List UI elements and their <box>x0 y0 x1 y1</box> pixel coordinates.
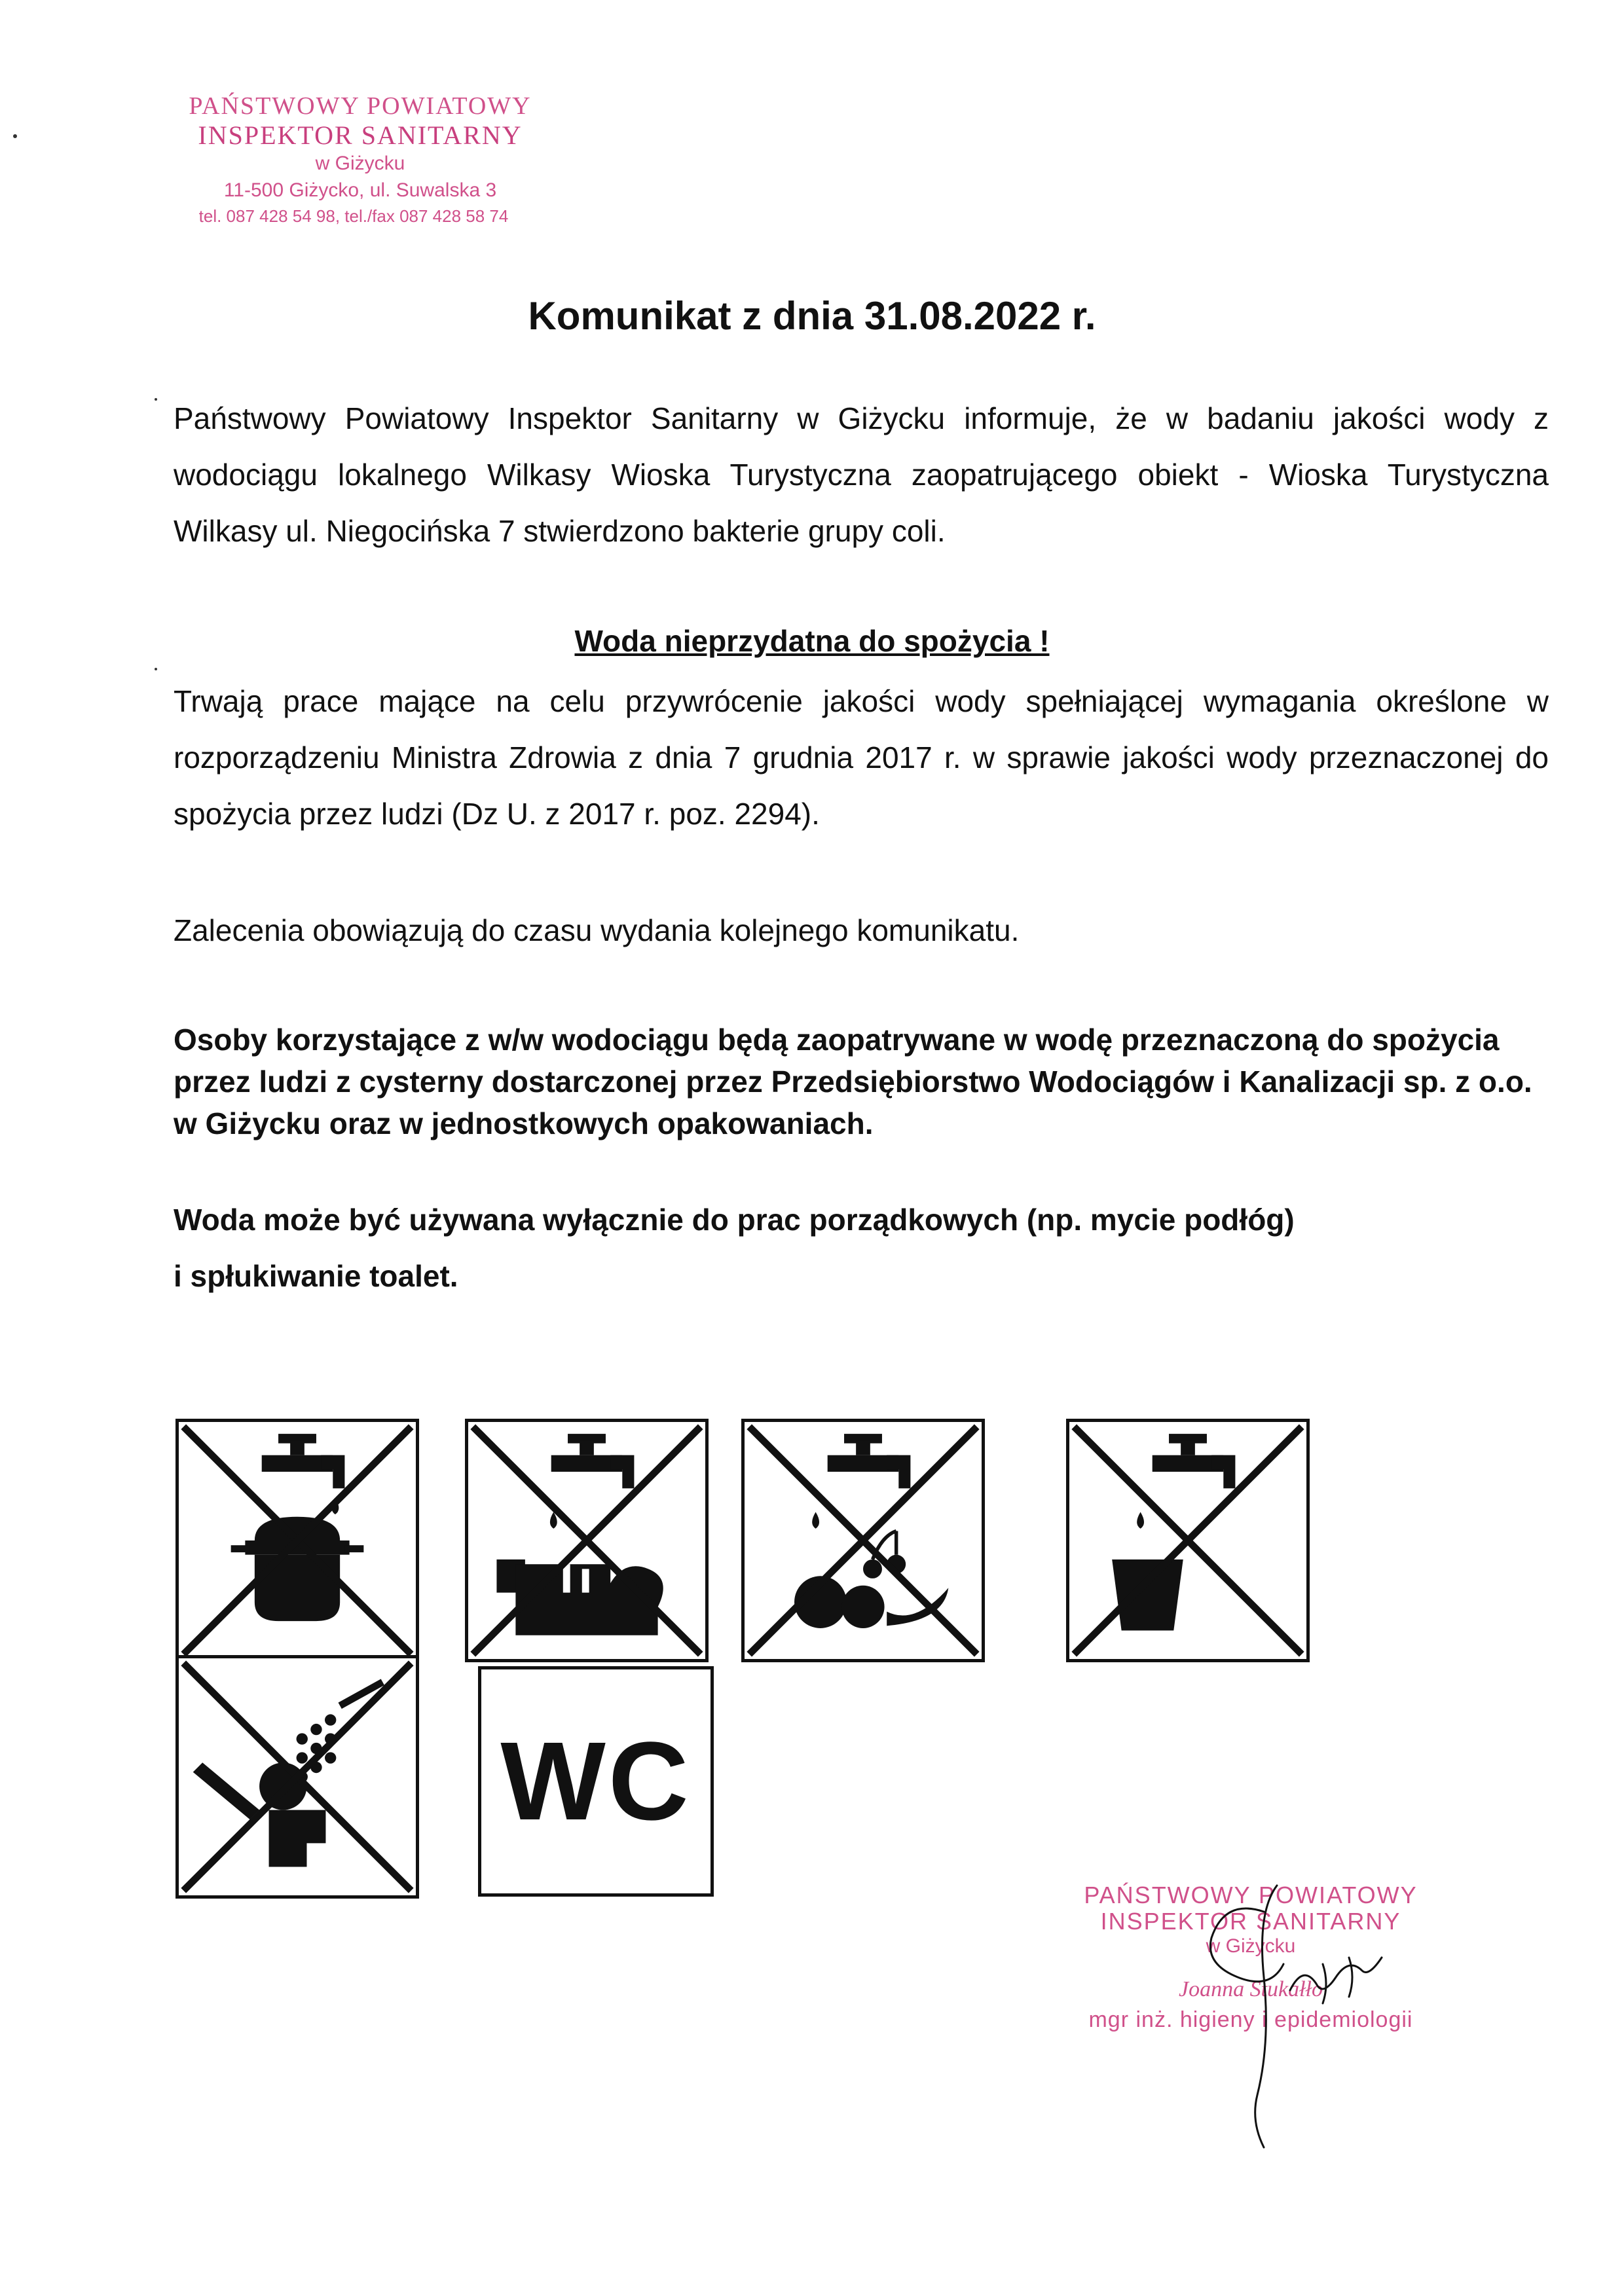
stamp-line-1: PAŃSTWOWY POWIATOWY <box>189 92 532 120</box>
header-stamp <box>157 92 563 228</box>
footer-stamp-line-3: w Giżycku <box>1206 1935 1296 1957</box>
warning-heading: Woda nieprzydatna do spożycia ! <box>574 624 1050 658</box>
no-bathing-icon <box>175 1655 419 1899</box>
wc-icon <box>478 1666 714 1897</box>
scan-speck <box>155 668 157 670</box>
no-washing-dishes-icon <box>465 1419 709 1662</box>
allowed-use-line-1: Woda może być używana wyłącznie do prac porządkowych (np. mycie podłóg) <box>174 1203 1295 1237</box>
stamp-line-4: 11-500 Giżycko, ul. Suwalska 3 <box>223 179 497 201</box>
footer-stamp-line-2: INSPEKTOR SANITARNY <box>1100 1908 1401 1935</box>
wc-label: WC <box>500 1719 692 1844</box>
paragraph-findings: Państwowy Powiatowy Inspektor Sanitarny w Giżycku informuje, że w badaniu jakości wody z wodociągu lokalnego Wilkasy Wioska Turystyczna zaopatrującego obiekt - Wioska Turystyczna Wilkasy ul. Niegocińska 7 stwierdzono bakterie grupy coli. <box>174 401 1549 548</box>
paragraph-supply: Osoby korzystające z w/w wodociągu będą zaopatrywane w wodę przeznaczoną do spożycia przez ludzi z cysterny dostarczonej przez Przedsiębiorstwo Wodociągów i Kanalizacji sp. z o.o. w Giżycku oraz w jednostkowych opakowaniach. <box>174 1023 1532 1140</box>
stamp-line-5: tel. 087 428 54 98, tel./fax 087 428 58 74 <box>198 206 509 226</box>
no-cooking-icon <box>175 1419 419 1662</box>
footer-stamp-line-4: Joanna Stukałło <box>1178 1977 1323 2001</box>
paragraph-works: Trwają prace mające na celu przywrócenie jakości wody spełniającej wymagania określone w rozporządzeniu Ministra Zdrowia z dnia 7 grudnia 2017 r. w sprawie jakości wody przeznaczonej do spożycia przez ludzi (Dz U. z 2017 r. poz. 2294). <box>174 684 1549 831</box>
footer-stamp-line-5: mgr inż. higieny i epidemiologii <box>1088 2007 1413 2032</box>
paragraph-validity: Zalecenia obowiązują do czasu wydania kolejnego komunikatu. <box>174 913 1020 947</box>
signature <box>1126 1872 1428 2160</box>
no-washing-produce-icon <box>741 1419 985 1662</box>
stamp-line-3: w Giżycku <box>315 153 405 174</box>
no-drinking-icon <box>1066 1419 1310 1662</box>
allowed-use-line-2: i spłukiwanie toalet. <box>174 1259 458 1293</box>
page-title: Komunikat z dnia 31.08.2022 r. <box>528 294 1096 338</box>
stamp-line-2: INSPEKTOR SANITARNY <box>198 120 523 150</box>
paragraph-allowed-use <box>174 1192 1549 1304</box>
scan-speck <box>155 398 157 401</box>
scan-speck <box>13 134 17 138</box>
footer-stamp-line-1: PAŃSTWOWY POWIATOWY <box>1084 1882 1418 1908</box>
